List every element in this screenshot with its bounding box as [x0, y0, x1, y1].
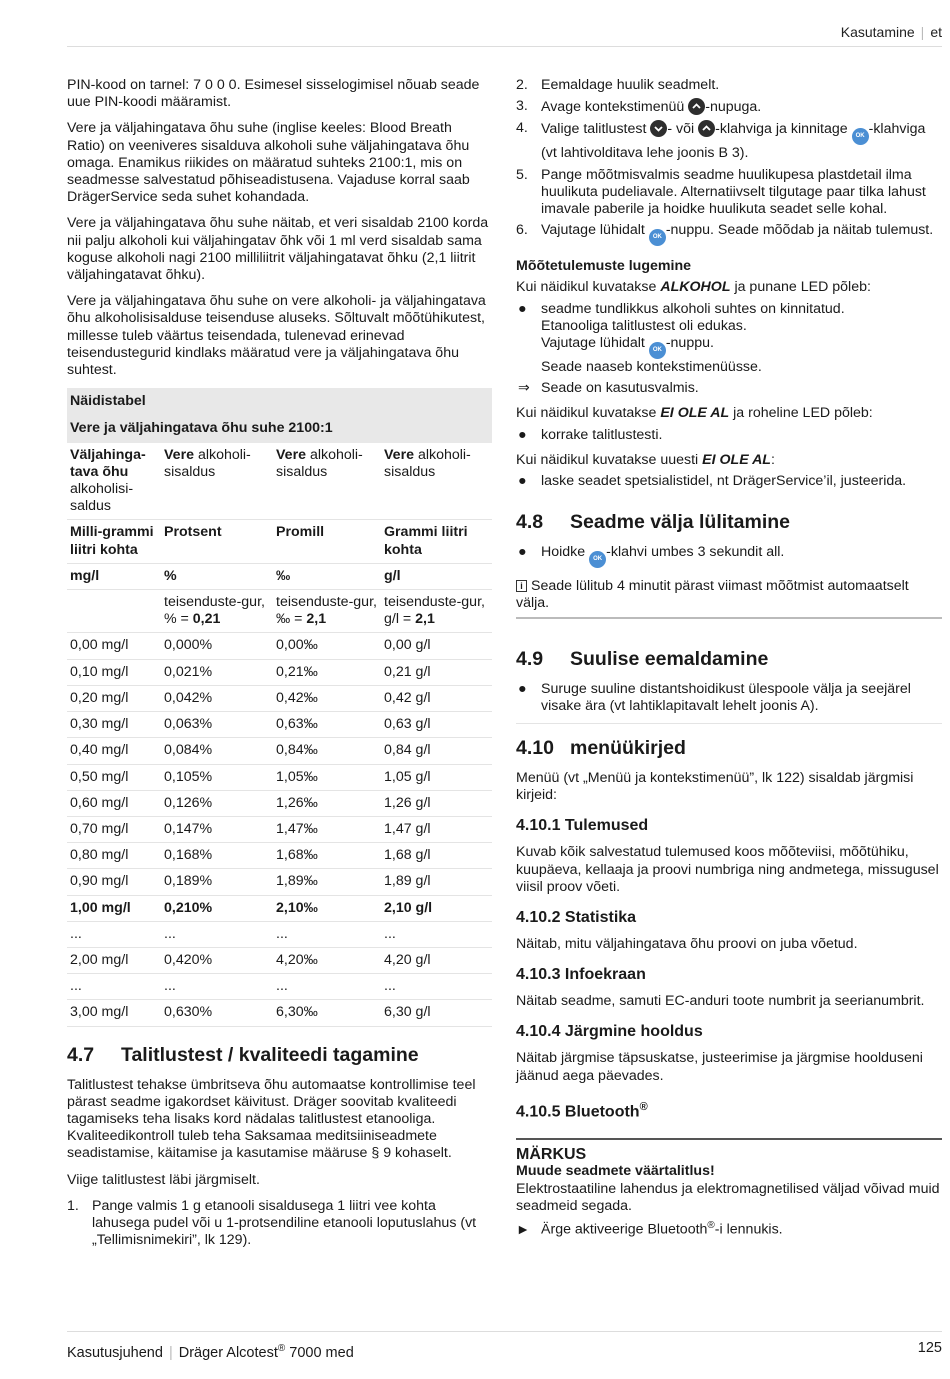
table-cell: 0,42 g/l [381, 685, 492, 711]
test-steps-right [516, 77, 942, 246]
step-1: 1. Pange valmis 1 g etanooli sisaldusega 1 liitri vee kohta lahusega pudel või u 1-protsendiline etanooli loputuslahus (vt „Tellimisnimekiri”, lk 129). [67, 1197, 477, 1249]
table-cell: ... [273, 921, 381, 947]
subheading-reading: Mõõtetulemuste lugemine [516, 258, 691, 275]
paragraph-service: Näitab järgmise täpsuskatse, justeerimise ja järgmise hoolduseni jäänud aega päevades. [516, 1050, 923, 1084]
table-cell: 0,80 mg/l [67, 843, 161, 869]
result-item: ⇒ Seade on kasutusvalmis. [518, 380, 699, 397]
chevron-up-icon [698, 120, 715, 137]
table-row [67, 921, 492, 947]
note-title: MÄRKUS [516, 1146, 587, 1164]
table-cell: 6,30‰ [273, 1000, 381, 1026]
step-4: 4. Valige talitlustest - või -klahviga ja kinnitage OK -klahviga (vt lahtivolditava lehe joonis B 3). [516, 120, 926, 162]
table-cell: 0,630% [161, 1000, 273, 1026]
paragraph-menu: Menüü (vt „Menüü ja kontekstimenüü”, lk 122) sisaldab järgmisi kirjeid: [516, 770, 914, 804]
paragraph-ratio-basis: Vere ja väljahingatava õhu suhe on vere alkoholi- ja väljahingatava õhu alkoholisisalduse teisenduse aluseks. Sõltuvalt mõõtühikutest, millesse tuleb väärtus teisendada, tulenevad erinevad teisendustegurid kindlaks määratud vere ja väljahingatava õhu suhtest. [67, 293, 486, 379]
list-item: ● Suruge suuline distantshoidikust ülespoole välja ja seejärel visake ära (vt lahtiklapitavalt lehelt joonis A). [518, 680, 911, 714]
table-cell: 0,60 mg/l [67, 790, 161, 816]
table-cell: 0,168% [161, 843, 273, 869]
table-cell: 1,26‰ [273, 790, 381, 816]
table-row [67, 869, 492, 895]
table-header-row: Väljahinga-tava õhu alkoholisi-saldus Vere alkoholi-sisaldus Vere alkoholi-sisaldus Vere alkoholi-sisaldus [67, 443, 492, 520]
table-factor-row: teisenduste-gur, % = 0,21 teisenduste-gur, ‰ = 2,1 teisenduste-gur, g/l = 2,1 [67, 590, 492, 633]
table-cell: 0,50 mg/l [67, 764, 161, 790]
table-row [67, 816, 492, 842]
right-column [516, 77, 942, 1239]
table-cell: 0,063% [161, 712, 273, 738]
paragraph-test-intro: Talitlustest tehakse ümbritseva õhu automaatse kontrollimise teel pärast seadme igakordset käivitust. Dräger soovitab kvaliteedi tagamiseks teha lisaks kord nädalas talitlustest etanooliga. Kvaliteedikontroll tuleb teha Saksamaa meditsiiniseadmete seadistamise, käitamise ja kasutamise määruse § 9 kohaselt. [67, 1076, 476, 1162]
ok-button-icon: OK [649, 229, 666, 246]
list-item: ● korrake talitlustesti. [518, 426, 663, 443]
ok-button-icon: OK [589, 551, 606, 568]
table-cell: 0,10 mg/l [67, 659, 161, 685]
table-subtitle: Vere ja väljahingatava õhu suhe 2100:1 [67, 415, 492, 442]
running-header: Kasutamine | et [840, 24, 942, 40]
table-cell: 3,00 mg/l [67, 1000, 161, 1026]
note-subtitle: Muude seadmete väärtalitlus! [516, 1163, 715, 1180]
table-unit-name-row: Milli-grammi liitri kohta Protsent Promill Grammi liitri kohta [67, 520, 492, 563]
paragraph-pin: PIN-kood on tarnel: 7 0 0 0. Esimesel sisselogimisel nõuab seade uue PIN-koodi määramist. [67, 77, 480, 111]
table-cell: 1,26 g/l [381, 790, 492, 816]
table-row [67, 764, 492, 790]
table-row [67, 685, 492, 711]
table-cell: 0,210% [161, 895, 273, 921]
section-heading-4-7: 4.7 Talitlustest / kvaliteedi tagamine [67, 1043, 419, 1066]
table-cell: 1,68‰ [273, 843, 381, 869]
table-cell: 1,00 mg/l [67, 895, 161, 921]
subheading-4-10-4: 4.10.4 Järgmine hooldus [516, 1023, 703, 1041]
subheading-4-10-2: 4.10.2 Statistika [516, 909, 637, 927]
table-cell: ... [273, 974, 381, 1000]
note-text: Elektrostaatiline lahendus ja elektromagnetilised väljad võivad muid seadmeid segada. [516, 1180, 940, 1214]
table-row [67, 790, 492, 816]
table-cell: ... [67, 974, 161, 1000]
subheading-4-10-1: 4.10.1 Tulemused [516, 817, 649, 835]
table-cell: 0,84‰ [273, 738, 381, 764]
subheading-4-10-3: 4.10.3 Infoekraan [516, 966, 646, 984]
list-ei-ole-al [516, 427, 942, 444]
section-heading-4-8: 4.8 Seadme välja lülitamine [516, 511, 791, 534]
table-cell: 0,105% [161, 764, 273, 790]
table-row [67, 659, 492, 685]
table-cell: 1,05‰ [273, 764, 381, 790]
table-cell: ... [161, 974, 273, 1000]
chevron-up-icon [688, 98, 705, 115]
table-cell: 0,00 g/l [381, 633, 492, 659]
table-title: Näidistabel [67, 388, 492, 415]
table-cell: ... [381, 974, 492, 1000]
table-cell: 2,10‰ [273, 895, 381, 921]
section-heading-4-10: 4.10 menüükirjed [516, 737, 686, 760]
table-cell: 0,84 g/l [381, 738, 492, 764]
table-cell: 0,021% [161, 659, 273, 685]
paragraph-ei-ole-al: Kui näidikul kuvatakse EI OLE AL ja roheline LED põleb: [516, 405, 873, 422]
table-cell: 0,20 mg/l [67, 685, 161, 711]
table-cell: 1,47‰ [273, 816, 381, 842]
table-row [67, 947, 492, 973]
table-cell: 1,05 g/l [381, 764, 492, 790]
note-box [516, 1138, 942, 1239]
table-cell: 1,89 g/l [381, 869, 492, 895]
table-cell: ... [381, 921, 492, 947]
table-cell: 0,00‰ [273, 633, 381, 659]
table-cell: 0,420% [161, 947, 273, 973]
chevron-down-icon [650, 120, 667, 137]
table-cell: 0,42‰ [273, 685, 381, 711]
table-cell: 6,30 g/l [381, 1000, 492, 1026]
step-3: 3. Avage kontekstimenüü -nupuga. [516, 98, 762, 116]
step-6: 6. Vajutage lühidalt OK -nuppu. Seade mõõdab ja näitab tulemust. [516, 222, 942, 246]
paragraph-alkohol: Kui näidikul kuvatakse ALKOHOL ja punane LED põleb: [516, 279, 871, 296]
ok-button-icon: OK [852, 128, 869, 145]
table-cell: 0,00 mg/l [67, 633, 161, 659]
paragraph-infoscreen: Näitab seadme, samuti EC-anduri toote numbrit ja seerianumbrit. [516, 993, 925, 1010]
table-cell: 1,47 g/l [381, 816, 492, 842]
table-unit-row: mg/l % ‰ g/l [67, 563, 492, 589]
table-cell: ... [161, 921, 273, 947]
section-heading-4-9: 4.9 Suulise eemaldamine [516, 647, 769, 670]
table-cell: 1,68 g/l [381, 843, 492, 869]
table-cell: 0,000% [161, 633, 273, 659]
info-note: i Seade lülitub 4 minutit pärast viimast mõõtmist automaatselt välja. [516, 578, 942, 618]
header-lang: et [930, 24, 942, 40]
table-cell: 2,00 mg/l [67, 947, 161, 973]
paragraph-ratio-meaning: Vere ja väljahingatava õhu suhe näitab, et veri sisaldab 2100 korda nii palju alkoholi kui väljahingatav õhk või 1 ml verd sisaldab sama koguse alkoholi nagi 2100 milliliitrit väljahingatavat õhku (2,1 liitrit väljahingatavat õhku). [67, 215, 489, 284]
step-2: 2. Eemaldage huulik seadmelt. [516, 77, 720, 93]
paragraph-test-how: Viige talitlustest läbi järgmiselt. [67, 1171, 260, 1188]
table-cell: 0,126% [161, 790, 273, 816]
header-section: Kasutamine [840, 24, 915, 40]
left-column [67, 77, 492, 1258]
table-cell: 1,89‰ [273, 869, 381, 895]
paragraph-statistics: Näitab, mitu väljahingatava õhu proovi on juba võetud. [516, 936, 858, 953]
table-cell: 0,084% [161, 738, 273, 764]
table-cell: 4,20 g/l [381, 947, 492, 973]
list-alkohol [516, 301, 942, 398]
table-cell: ... [67, 921, 161, 947]
table-row [67, 895, 492, 921]
conversion-table [67, 388, 492, 1026]
footer: Kasutusjuhend | Dräger Alcotest® 7000 med [67, 1343, 354, 1361]
page-number: 125 [917, 1340, 942, 1356]
table-row [67, 974, 492, 1000]
list-mouthpiece [516, 681, 942, 715]
info-icon: i [516, 580, 527, 592]
table-cell: 0,21 g/l [381, 659, 492, 685]
paragraph-ratio-def: Vere ja väljahingatava õhu suhe (inglise keeles: Blood Breath Ratio) on veeniveres sisalduva alkoholi suhe väljahingatava õhu omaga. Enamikus riikides on määratud suhteks 2100:1, mis on seadmesse salvestatud põhiseadistusena. Vajaduse korral saab DrägerService seda suhet kohandada. [67, 120, 470, 206]
list-item: ● laske seadet spetsialistidel, nt DrägerService’il, justeerida. [518, 473, 907, 490]
table-row [67, 712, 492, 738]
table-cell: 0,189% [161, 869, 273, 895]
paragraph-results: Kuvab kõik salvestatud tulemused koos mõõteviisi, mõõtühiku, kuupäeva, kellaaja ja proovi numbriga ning andmetega, missugusel viisil proov võeti. [516, 844, 939, 895]
table-cell: 4,20‰ [273, 947, 381, 973]
table-cell: 0,147% [161, 816, 273, 842]
table-cell: 2,10 g/l [381, 895, 492, 921]
list-item: ● Hoidke OK -klahvi umbes 3 sekundit all. [516, 544, 942, 568]
table-cell: 0,21‰ [273, 659, 381, 685]
list-switch-off [516, 544, 942, 568]
header-rule [67, 46, 942, 47]
list-ei-ole-al-again [516, 473, 942, 490]
table-row [67, 738, 492, 764]
note-action: ► Ärge aktiveerige Bluetooth®-i lennukis. [516, 1220, 783, 1238]
table-cell: 0,63 g/l [381, 712, 492, 738]
ok-button-icon: OK [649, 342, 666, 359]
table-row [67, 1000, 492, 1026]
subheading-4-10-5: 4.10.5 Bluetooth® [516, 1100, 648, 1121]
paragraph-ei-ole-al-again: Kui näidikul kuvatakse uuesti EI OLE AL: [516, 451, 775, 468]
table-row [67, 633, 492, 659]
table-row [67, 843, 492, 869]
footer-rule [67, 1331, 942, 1332]
table-cell: 0,40 mg/l [67, 738, 161, 764]
table-cell: 0,30 mg/l [67, 712, 161, 738]
test-steps-left [67, 1198, 492, 1250]
table-cell: 0,63‰ [273, 712, 381, 738]
table-cell: 0,90 mg/l [67, 869, 161, 895]
step-5: 5. Pange mõõtmisvalmis seadme huulikupesa plastdetail ilma huulikuta pudeliavale. Alternatiivselt tilgutage paar tilka lahust imavale paberile ja hoidke huulikuta seadet selle kohal. [516, 166, 926, 218]
table-cell: 0,70 mg/l [67, 816, 161, 842]
table-cell: 0,042% [161, 685, 273, 711]
list-item: ● seadme tundlikkus alkoholi suhtes on kinnitatud. Etanooliga talitlustest oli edukas. Vajutage lühidalt OK -nuppu. Seade naaseb kontekstimenüüsse. [518, 300, 845, 376]
